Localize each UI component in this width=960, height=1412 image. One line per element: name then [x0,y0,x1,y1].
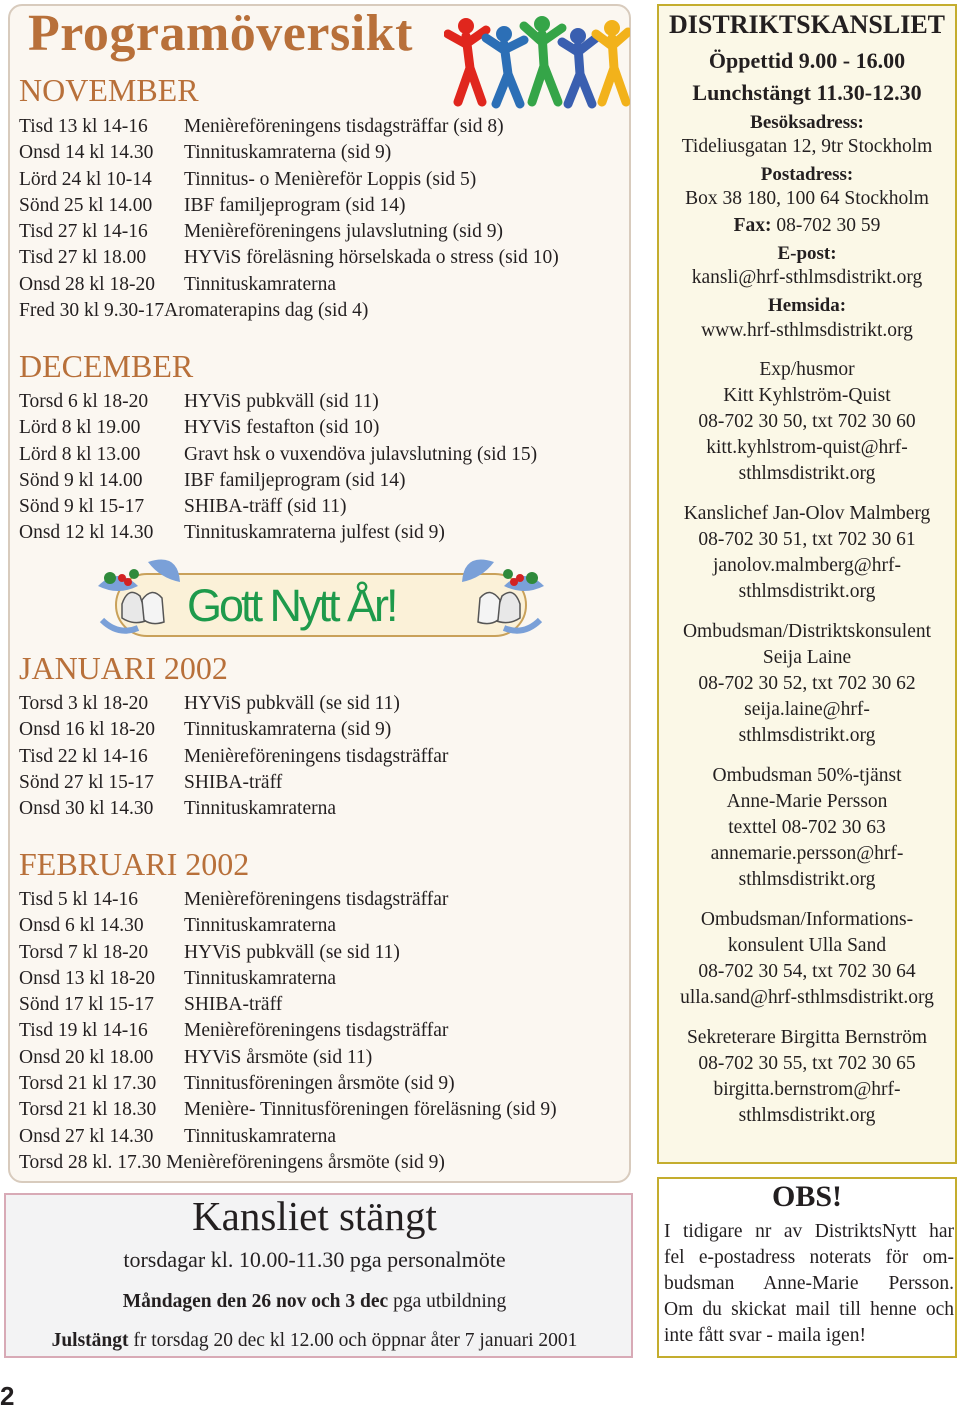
office-closed-line-1: torsdagar kl. 10.00-11.30 pga personalmöte [123,1247,506,1272]
staff-email-cont[interactable]: sthlmsdistrikt.org [738,725,876,746]
email-link[interactable]: kansli@hrf-sthlmsdistrikt.org [691,267,923,288]
fax-label: Fax: [733,215,772,236]
event-desc: IBF familjeprogram (sid 14) [184,194,406,216]
website-label: Hemsida: [767,295,847,316]
event-desc: HYViS pubkväll (se sid 11) [184,693,400,714]
event-desc: Menièreföreningens julavslutning (sid 9) [184,221,503,243]
event-desc: Menièreföreningens tisdagsträffar (sid 8) [184,116,504,137]
event-time: Onsd 28 kl 18-20 [19,273,155,295]
lunch-hours: Lunchstängt 11.30-12.30 [692,80,922,105]
page-title: Programöversikt [28,5,413,62]
staff-email[interactable]: janolov.malmberg@hrf- [713,555,901,576]
event-desc: Menièreföreningens tisdagsträffar [184,1020,449,1042]
event-row [19,770,448,796]
event-desc: HYViS föreläsning hörselskada o stress (sid 10) [184,247,559,269]
event-desc: Tinnituskamraterna [184,798,337,820]
event-time: Tisd 27 kl 18.00 [19,247,147,269]
page-number: 2 [0,1381,15,1411]
event-desc: SHIBA-träff [184,994,283,1016]
event-desc: HYViS pubkväll (se sid 11) [184,941,400,963]
staff-email[interactable]: ulla.sand@hrf-sthlmsdistrikt.org [680,987,934,1008]
event-time: Tisd 19 kl 14-16 [19,1020,148,1042]
event-time: Lörd 24 kl 10-14 [19,168,152,190]
event-row [19,913,557,939]
staff-phone: 08-702 30 54, txt 702 30 64 [698,961,916,982]
event-time: Onsd 27 kl 14.30 [19,1125,154,1147]
event-row [19,1045,557,1071]
event-desc: Tinnituskamraterna [184,273,337,295]
event-row [19,966,557,992]
event-time: Tisd 13 kl 14-16 [19,116,148,137]
office-closed-line-3-bold: Julstängt [51,1330,129,1351]
notice-line: Om du skickat mail till henne och [664,1299,954,1320]
office-closed-line-2 [0,1291,629,1313]
event-desc: Tinnituskamraterna (sid 9) [184,142,392,164]
event-time: Torsd 7 kl 18-20 [19,941,149,963]
staff-email[interactable]: birgitta.bernstrom@hrf- [713,1079,901,1100]
staff-phone: 08-702 30 51, txt 702 30 61 [698,529,916,550]
event-time: Onsd 30 kl 14.30 [19,798,154,820]
staff-phone: 08-702 30 52, txt 702 30 62 [698,673,916,694]
event-time: Tisd 22 kl 14-16 [19,745,148,767]
staff-phone: 08-702 30 50, txt 702 30 60 [698,411,916,432]
event-row [19,415,537,441]
event-time: Tisd 5 kl 14-16 [19,889,139,910]
notice-line: fel e-postadress noterats för om- [664,1247,954,1268]
fax-line [657,215,957,237]
event-time: Onsd 20 kl 18.00 [19,1046,154,1068]
dancing-people-illustration [444,12,630,110]
event-desc: Menièreföreningens tisdagsträffar [184,745,449,767]
staff-email-cont[interactable]: sthlmsdistrikt.org [738,581,876,602]
event-time: Tisd 27 kl 14-16 [19,221,148,243]
staff-email-cont[interactable]: sthlmsdistrikt.org [738,869,876,890]
event-row [19,140,559,166]
fax-number: 08-702 30 59 [771,215,881,236]
event-row [19,114,559,140]
event-desc: HYViS årsmöte (sid 11) [184,1046,373,1068]
postal-address: Box 38 180, 100 64 Stockholm [685,188,929,209]
event-row [19,193,559,219]
event-desc: Gravt hsk o vuxendöva julavslutning (sid 15) [184,443,538,465]
district-title: DISTRIKTSKANSLIET [669,10,945,39]
event-row [19,520,537,546]
notice-line: budsman Anne-Marie Persson. [664,1273,954,1294]
staff-title: Ombudsman/Informations- [700,909,914,930]
event-row [19,1097,557,1123]
event-time: Sönd 9 kl 15-17 [19,496,145,518]
event-desc: Tinnitusföreningen årsmöte (sid 9) [184,1073,455,1095]
event-row [19,494,537,520]
event-row [19,940,557,966]
staff-email[interactable]: seija.laine@hrf- [744,699,870,720]
event-row [19,219,559,245]
event-row [19,744,448,770]
event-row [19,691,448,717]
event-desc: Tinnituskamraterna julfest (sid 9) [184,522,445,544]
staff-title: Kanslichef Jan-Olov Malmberg [683,503,931,524]
event-time: Sönd 25 kl 14.00 [19,194,153,216]
event-time: Torsd 3 kl 18-20 [19,693,149,714]
month-heading-december: DECEMBER [19,348,194,384]
event-desc: Menière- Tinnitusföreningen föreläsning (sid 9) [184,1099,557,1121]
office-closed-line-2-rest: pga utbildning [388,1291,507,1312]
event-time: Torsd 6 kl 18-20 [19,391,149,412]
event-desc: Tinnituskamraterna [184,915,337,937]
staff-title: Ombudsman/Distriktskonsulent [682,621,932,642]
event-desc: Menièreföreningens tisdagsträffar [184,889,449,910]
event-row [19,245,559,271]
staff-title: Sekreterare Birgitta Bernström [686,1027,928,1048]
event-row [19,442,537,468]
staff-email[interactable]: annemarie.persson@hrf- [710,843,904,864]
event-time: Torsd 21 kl 18.30 [19,1099,157,1121]
event-time: Onsd 14 kl 14.30 [19,142,154,164]
event-time: Sönd 17 kl 15-17 [19,994,154,1016]
staff-name: Anne-Marie Persson [726,791,888,812]
event-row [19,887,557,913]
event-desc: Tinnituskamraterna [184,1125,337,1147]
event-desc: SHIBA-träff (sid 11) [184,496,347,518]
event-desc: Menièreföreningens årsmöte (sid 9) [166,1151,445,1173]
event-desc: IBF familjeprogram (sid 14) [184,469,406,491]
notice-title: OBS! [771,1180,843,1213]
event-row [19,468,537,494]
month-heading-januari: JANUARI 2002 [19,650,228,686]
event-time: Onsd 16 kl 18-20 [19,719,155,741]
staff-name: Seija Laine [762,647,852,668]
event-row [19,717,448,743]
event-list-november [19,114,559,324]
staff-phone: texttel 08-702 30 63 [728,817,886,838]
event-list-februari [19,887,557,1176]
event-row [19,1071,557,1097]
event-time: Onsd 12 kl 14.30 [19,522,154,544]
notice-text [664,1219,954,1349]
notice-line: I tidigare nr av DistriktsNytt har [664,1221,954,1242]
staff-name: Kitt Kyhlström-Quist [723,385,891,406]
notice-line: inte fått svar - maila igen! [664,1325,866,1346]
staff-title: Ombudsman 50%-tjänst [712,765,902,786]
event-time: Sönd 27 kl 15-17 [19,771,154,793]
office-closed-line-2-bold: Måndagen den 26 nov och 3 dec [122,1291,389,1312]
event-row [19,298,559,324]
event-desc: Tinnitus- o Menièreför Loppis (sid 5) [184,168,477,190]
staff-email[interactable]: kitt.kyhlstrom-quist@hrf- [706,437,908,458]
event-row [19,1018,557,1044]
staff-title: Exp/husmor [759,359,855,380]
event-list-december [19,389,537,547]
event-desc: SHIBA-träff [184,771,283,793]
office-closed-line-3-rest: fr torsdag 20 dec kl 12.00 och öppnar åter 7 januari 2001 [128,1330,578,1351]
event-desc: HYViS festafton (sid 10) [184,417,380,439]
opening-hours: Öppettid 9.00 - 16.00 [708,48,906,73]
visit-address: Tideliusgatan 12, 9tr Stockholm [681,136,933,157]
event-time: Fred 30 kl 9.30-17 [19,300,165,322]
event-list-januari [19,691,448,822]
month-heading-november: NOVEMBER [19,72,199,108]
email-label: E-post: [777,243,837,264]
staff-email-cont[interactable]: sthlmsdistrikt.org [738,1105,876,1126]
event-time: Onsd 6 kl 14.30 [19,915,144,937]
event-desc: Tinnituskamraterna (sid 9) [184,719,392,741]
event-row [19,992,557,1018]
postal-address-label: Postadress: [760,164,854,185]
event-desc: Tinnituskamraterna [184,967,337,989]
event-time: Onsd 13 kl 18-20 [19,967,155,989]
event-row [19,389,537,415]
event-row [19,167,559,193]
event-row [19,272,559,298]
staff-email-cont[interactable]: sthlmsdistrikt.org [738,463,876,484]
event-time: Lörd 8 kl 19.00 [19,417,141,439]
month-heading-februari: FEBRUARI 2002 [19,846,250,882]
event-time: Torsd 28 kl. 17.30 [19,1151,162,1173]
event-desc: HYViS pubkväll (sid 11) [184,391,379,412]
event-time: Torsd 21 kl 17.30 [19,1073,157,1095]
office-closed-title: Kansliet stängt [192,1193,437,1239]
event-row [19,1124,557,1150]
event-time: Sönd 9 kl 14.00 [19,469,143,491]
event-time: Lörd 8 kl 13.00 [19,443,141,465]
event-desc: Aromaterapins dag (sid 4) [164,300,369,322]
banner-greeting: Gott Nytt År! [187,580,396,631]
visit-address-label: Besöksadress: [750,112,864,133]
website-link[interactable]: www.hrf-sthlmsdistrikt.org [701,320,913,341]
staff-phone: 08-702 30 55, txt 702 30 65 [698,1053,916,1074]
staff-name: konsulent Ulla Sand [727,935,887,956]
event-row [19,1150,557,1176]
event-row [19,796,448,822]
office-closed-line-3 [0,1330,629,1352]
